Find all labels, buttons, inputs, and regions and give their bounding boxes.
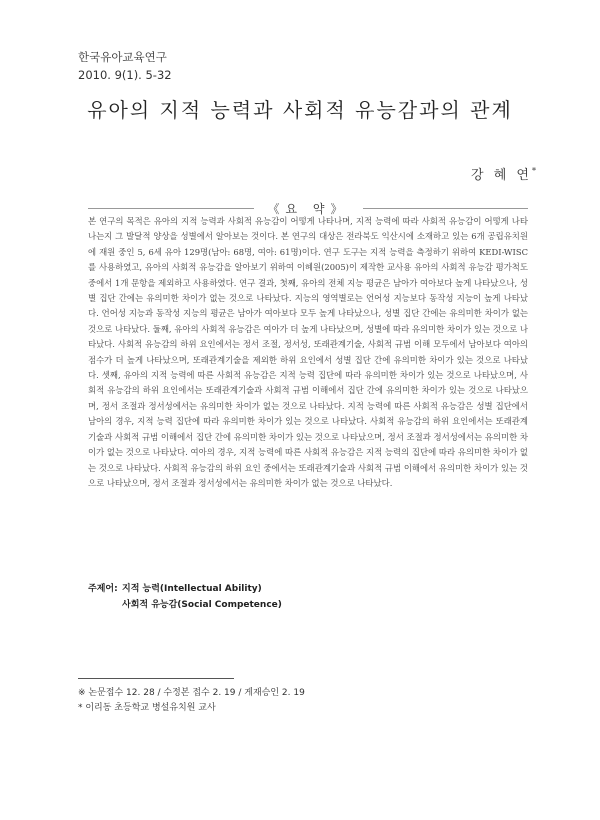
journal-header	[78, 48, 172, 84]
abstract-rule-left	[88, 208, 254, 209]
journal-name: 한국유아교육연구	[78, 50, 167, 64]
author-mark: *	[532, 166, 536, 176]
footnote-dates: ※ 논문접수 12. 28 / 수정본 접수 2. 19 / 게재승인 2. 19	[78, 688, 305, 698]
abstract-heading: 《요 약》	[267, 202, 349, 216]
abstract-body	[88, 214, 528, 491]
author	[471, 164, 536, 183]
journal-issue: 2010. 9(1). 5-32	[78, 68, 172, 82]
keyword-item: 지적 능력(Intellectual Ability)	[122, 584, 262, 594]
keyword-item: 사회적 유능감(Social Competence)	[122, 600, 282, 610]
abstract-rule-right	[363, 208, 529, 209]
keywords	[88, 581, 282, 613]
paper-title: 유아의 지적 능력과 사회적 유능감과의 관계	[87, 98, 513, 122]
author-name: 강 혜 연	[471, 168, 532, 183]
footnotes	[78, 686, 305, 716]
footnote-affiliation: * 이리동 초등학교 병설유치원 교사	[78, 703, 216, 713]
keywords-label: 주제어:	[88, 584, 118, 594]
abstract-paragraph: 본 연구의 목적은 유아의 지적 능력과 사회적 유능감이 어떻게 나타나며, 지적 능력에 따라 사회적 유능감이 어떻게 나타나는지 그 발달적 양상을 성별에서 알아보는 것이다. 본 연구의 대상은 전라북도 익산시에 소재하고 있는 6개 공립유치원에 재원 중인 5, 6세 유아 129명(남아: 68명, 여아: 61명)이다. 연구 도구는 지적 능력을 측정하기 위하여 KEDI-WISC를 사용하였고, 유아의 사회적 유능감을 알아보기 위하여 이혜원(2005)이 제작한 교사용 유아의 사회적 유능감 평가척도 중에서 1개 문항을 제외하고 사용하였다. 연구 결과, 첫째, 유아의 전체 지능 평균은 남아가 여아보다 높게 나타났으나, 성별 집단 간에는 유의미한 차이가 없는 것으로 나타났다. 지능의 영역별로는 언어성 지능보다 동작성 지능이 높게 나타났다. 언어성 지능과 동작성 지능의 평균은 남아가 여아보다 모두 높게 나타났으나, 성별 집단 간에는 유의미한 차이가 없는 것으로 나타났다. 둘째, 유아의 사회적 유능감은 여아가 더 높게 나타났으며, 성별에 따라 유의미한 차이가 있는 것으로 나타났다. 사회적 유능감의 하위 요인에서는 정서 조절, 정서성, 또래관계기술, 사회적 규범 이해 모두에서 남아보다 여아의 점수가 더 높게 나타났으며, 또래관계기술을 제외한 하위 요인에서 성별 집단 간에 유의미한 차이가 있는 것으로 나타났다. 셋째, 유아의 지적 능력에 따른 사회적 유능감은 지적 능력 집단에 따라 유의미한 차이가 있는 것으로 나타났으며, 사회적 유능감의 하위 요인에서는 또래관계기술과 사회적 규범 이해에서 집단 간에 유의미한 차이가 있는 것으로 나타났으며, 정서 조절과 정서성에서는 유의미한 차이가 없는 것으로 나타났다. 지적 능력에 따른 사회적 유능감은 성별 집단에서 남아의 경우, 지적 능력 집단에 따라 유의미한 차이가 있는 것으로 나타났다. 사회적 유능감의 하위 요인에서는 또래관계기술과 사회적 규범 이해에서 집단 간에 유의미한 차이가 있는 것으로 나타났으며, 정서 조절과 정서성에서는 유의미한 차이가 없는 것으로 나타났다. 여아의 경우, 지적 능력에 따른 사회적 유능감은 지적 능력의 집단에 따라 유의미한 차이가 없는 것으로 나타났다. 사회적 유능감의 하위 요인 중에서는 또래관계기술과 사회적 규범 이해에서 유의미한 차이가 있는 것으로 나타났으며, 정서 조절과 정서성에서는 유의미한 차이가 없는 것으로 나타났다.	[88, 216, 528, 488]
footnote-divider	[78, 678, 234, 679]
